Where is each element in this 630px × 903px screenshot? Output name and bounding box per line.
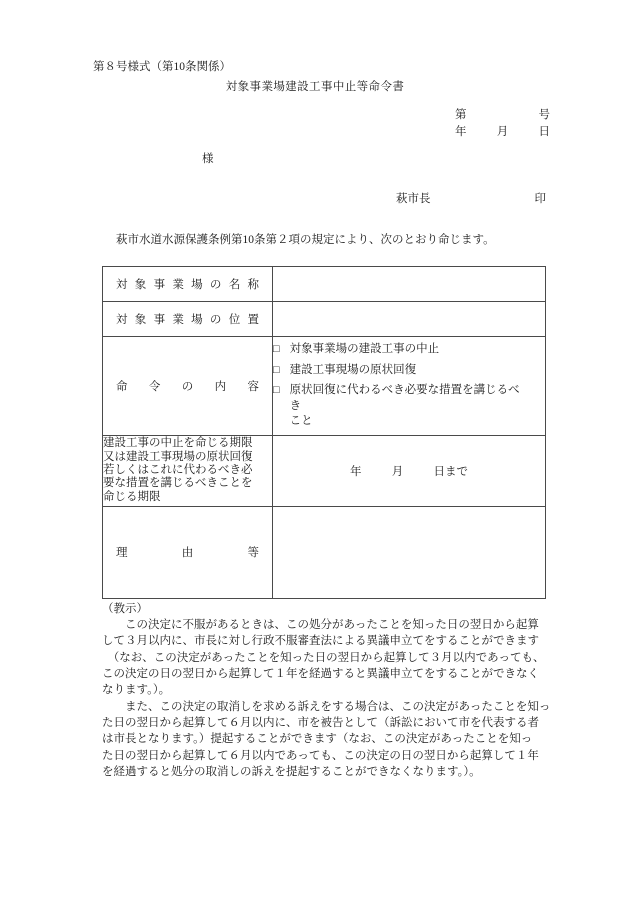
label-char: 由 <box>181 547 194 560</box>
label-cell-business-location <box>103 302 273 337</box>
notice-title: （教示） <box>102 603 148 615</box>
date-day-label: 日 <box>538 126 550 138</box>
deadline-label-line: 命じる期限 <box>103 490 161 503</box>
label-char: 内 <box>214 380 227 393</box>
issuer-line <box>396 190 546 206</box>
label-char: 対 <box>116 314 128 326</box>
deadline-label-line: 又は建設工事現場の原状回復 <box>103 450 253 463</box>
deadline-label-line: 建設工事の中止を命じる期限 <box>103 437 253 450</box>
deadline-year-label: 年 <box>350 465 362 478</box>
label-cell-deadline <box>103 435 273 506</box>
notice-line: して３月以内に、市長に対し行政不服審査法による異議申立てをすることができます <box>102 635 539 648</box>
checkbox-label: 対象事業場の建設工事の中止 <box>289 343 440 355</box>
number-unit: 号 <box>538 109 550 121</box>
label-char: 命 <box>116 380 128 393</box>
form-number: 第８号様式（第10条関係） <box>93 61 231 73</box>
checkbox-icon[interactable]: □ <box>273 384 280 397</box>
deadline-month-label: 月 <box>391 465 404 478</box>
checkbox-icon[interactable]: □ <box>273 343 280 355</box>
table-row <box>103 302 546 337</box>
lead-paragraph: 萩市水道水源保護条例第10条第２項の規定により、次のとおり命じます。 <box>116 234 495 246</box>
deadline-label-line: 要な措置を講じるべきことを <box>103 477 253 490</box>
label-char: 容 <box>247 380 259 393</box>
notice-line: この決定の日の翌日から起算して１年を経過すると異議申立てをすることができなく <box>102 667 539 680</box>
notice-line: は市長となります。）提起することができます（なお、この決定があったことを知っ <box>102 733 533 746</box>
label-char: の <box>209 279 222 291</box>
notice-line: （なお、この決定があったことを知った日の翌日から起算して３月以内であっても、 <box>102 651 545 664</box>
date-year-label: 年 <box>455 126 467 138</box>
document-number-line <box>455 106 550 122</box>
checkbox-option-suspend-construction[interactable] <box>273 342 545 358</box>
input-cell-business-name[interactable] <box>273 267 546 302</box>
checkbox-icon[interactable]: □ <box>273 363 280 376</box>
input-cell-business-location[interactable] <box>273 302 546 337</box>
checkbox-option-alternative-measures[interactable] <box>273 383 545 430</box>
table-row <box>103 506 546 598</box>
notice-paragraph-2 <box>102 699 551 781</box>
label-char: 象 <box>134 279 147 291</box>
label-char: 業 <box>172 279 184 291</box>
label-cell-reason <box>103 506 273 598</box>
checkbox-label-line1: 原状回復に代わるべき必要な措置を講じるべき <box>289 384 520 412</box>
deadline-day-label: 日まで <box>433 465 468 478</box>
label-char: の <box>181 380 194 393</box>
label-char: 位 <box>228 314 241 326</box>
appeal-notice-section <box>102 600 551 780</box>
input-cell-deadline-date[interactable] <box>273 435 546 506</box>
label-cell-business-name <box>103 267 273 302</box>
checkbox-label: 建設工事現場の原状回復 <box>289 363 417 376</box>
label-cell-order-content <box>103 337 273 436</box>
label-char: 置 <box>247 314 259 326</box>
notice-line: た日の翌日から起算して６月以内であっても、この決定の日の翌日から起算して１年 <box>102 749 539 762</box>
seal-mark: 印 <box>534 193 546 205</box>
label-char: 理 <box>116 547 128 560</box>
table-row <box>103 267 546 302</box>
notice-line: た日の翌日から起算して６月以内に、市を被告として（訴訟において市を代表する者 <box>102 716 539 729</box>
checkbox-label <box>290 383 545 430</box>
order-content-options <box>273 337 546 436</box>
label-char: 名 <box>228 279 241 291</box>
issuer-name: 萩市長 <box>396 193 431 205</box>
label-char: の <box>209 314 222 326</box>
notice-paragraph-1 <box>102 617 548 699</box>
notice-line: この決定に不服があるときは、この処分があったことを知った日の翌日から起算 <box>102 619 539 631</box>
deadline-label-line: 若しくはこれに代わるべき必 <box>103 463 253 476</box>
label-char: 業 <box>172 314 184 326</box>
label-char: 場 <box>191 314 203 326</box>
order-form-table <box>102 266 546 599</box>
date-month-label: 月 <box>496 126 509 138</box>
label-char: 令 <box>148 380 161 393</box>
label-char: 象 <box>134 314 147 326</box>
label-char: 等 <box>247 547 259 560</box>
label-char: 事 <box>153 314 166 326</box>
checkbox-label-line2: こと <box>289 415 313 428</box>
label-char: 事 <box>153 279 166 291</box>
document-date-line <box>455 123 550 139</box>
label-char: 称 <box>247 279 259 291</box>
input-cell-reason[interactable] <box>273 506 546 598</box>
addressee-honorific: 様 <box>202 153 214 165</box>
page-title: 対象事業場建設工事中止等命令書 <box>225 81 405 93</box>
table-row <box>103 337 546 436</box>
notice-line: なります。）。 <box>102 684 171 697</box>
label-char: 対 <box>116 279 128 291</box>
notice-line: また、この決定の取消しを求める訴えをする場合は、この決定があったことを知っ <box>102 700 551 713</box>
notice-line: を経過すると処分の取消しの訴えを提起することができなくなります。）。 <box>102 765 481 778</box>
label-char: 場 <box>191 279 203 291</box>
checkbox-option-restore-site[interactable] <box>273 363 545 379</box>
table-row <box>103 435 546 506</box>
number-label: 第 <box>455 109 467 121</box>
